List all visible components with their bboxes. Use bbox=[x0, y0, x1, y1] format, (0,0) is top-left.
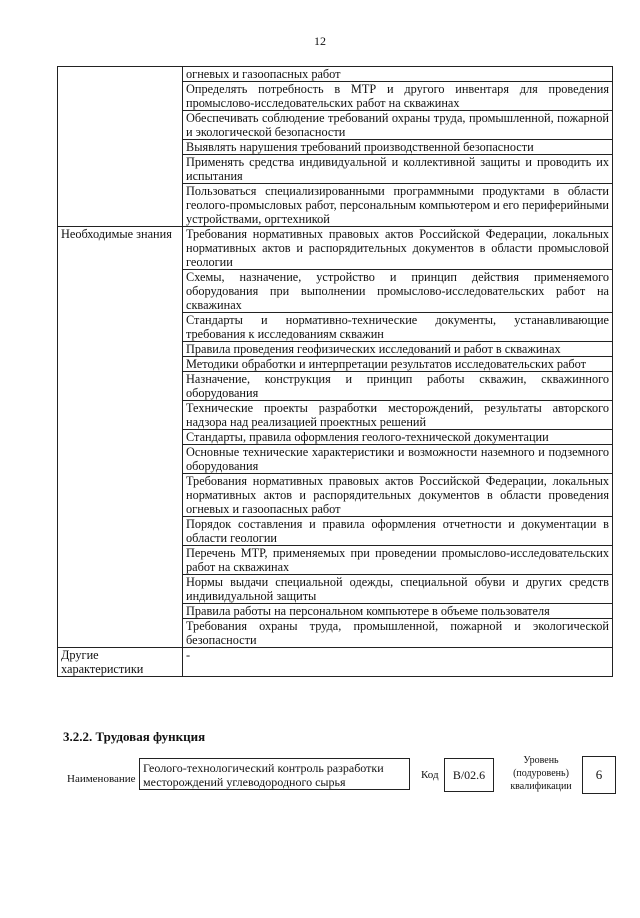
row-text: Схемы, назначение, устройство и принцип действия применяемого оборудования при выполнении промыслово-исследовательских работ на скважинах bbox=[183, 270, 613, 313]
row-category-label bbox=[58, 67, 183, 227]
row-text: Технические проекты разработки месторождений, результаты авторского надзора над реализацией проектных решений bbox=[183, 401, 613, 430]
row-text: Порядок составления и правила оформления отчетности и документации в области геологии bbox=[183, 517, 613, 546]
row-text: Требования нормативных правовых актов Российской Федерации, локальных нормативных актов и распорядительных документов в области проведения огневых и газоопасных работ bbox=[183, 474, 613, 517]
row-text: Правила работы на персональном компьютере в объеме пользователя bbox=[183, 604, 613, 619]
row-text: - bbox=[183, 648, 613, 677]
row-text: Применять средства индивидуальной и коллективной защиты и проводить их испытания bbox=[183, 155, 613, 184]
function-name-box: Геолого-технологический контроль разработки месторождений углеводородного сырья bbox=[139, 758, 410, 790]
row-text: Требования охраны труда, промышленной, пожарной и экологической безопасности bbox=[183, 619, 613, 648]
labor-function-header bbox=[0, 752, 640, 802]
level-label: Уровень (подуровень) квалификации bbox=[510, 755, 572, 792]
row-text: Назначение, конструкция и принцип работы скважин, скважинного оборудования bbox=[183, 372, 613, 401]
row-text: Перечень МТР, применяемых при проведении промыслово-исследовательских работ на скважинах bbox=[183, 546, 613, 575]
page-number: 12 bbox=[314, 34, 326, 48]
row-text: Нормы выдачи специальной одежды, специальной обуви и других средств индивидуальной защиты bbox=[183, 575, 613, 604]
row-text: Стандарты, правила оформления геолого-технической документации bbox=[183, 430, 613, 445]
section-title: 3.2.2. Трудовая функция bbox=[63, 729, 206, 744]
row-text: Основные технические характеристики и возможности наземного и подземного оборудования bbox=[183, 445, 613, 474]
function-code-box: B/02.6 bbox=[444, 758, 494, 792]
row-text: Пользоваться специализированными программными продуктами в области геолого-промысловых работ, персональным компьютером и его периферийными устройствами, оргтехникой bbox=[183, 184, 613, 227]
name-label: Наименование bbox=[67, 773, 136, 785]
row-category-label: Другие характеристики bbox=[58, 648, 183, 677]
qualification-level-box: 6 bbox=[582, 756, 616, 794]
row-text: Методики обработки и интерпретации результатов исследовательских работ bbox=[183, 357, 613, 372]
row-text: Выявлять нарушения требований производственной безопасности bbox=[183, 140, 613, 155]
skills-knowledge-table bbox=[57, 66, 613, 677]
row-category-label: Необходимые знания bbox=[58, 227, 183, 648]
table-row bbox=[58, 67, 613, 82]
row-text: Определять потребность в МТР и другого инвентаря для проведения промыслово-исследовательских работ на скважинах bbox=[183, 82, 613, 111]
row-text: Обеспечивать соблюдение требований охраны труда, промышленной, пожарной и экологической безопасности bbox=[183, 111, 613, 140]
row-text: огневых и газоопасных работ bbox=[183, 67, 613, 82]
table-row bbox=[58, 227, 613, 270]
row-text: Требования нормативных правовых актов Российской Федерации, локальных нормативных актов и распорядительных документов в области промысловой геологии bbox=[183, 227, 613, 270]
row-text: Правила проведения геофизических исследований и работ в скважинах bbox=[183, 342, 613, 357]
code-label: Код bbox=[421, 769, 439, 781]
row-text: Стандарты и нормативно-технические документы, устанавливающие требования к исследованиям скважин bbox=[183, 313, 613, 342]
table-row bbox=[58, 648, 613, 677]
